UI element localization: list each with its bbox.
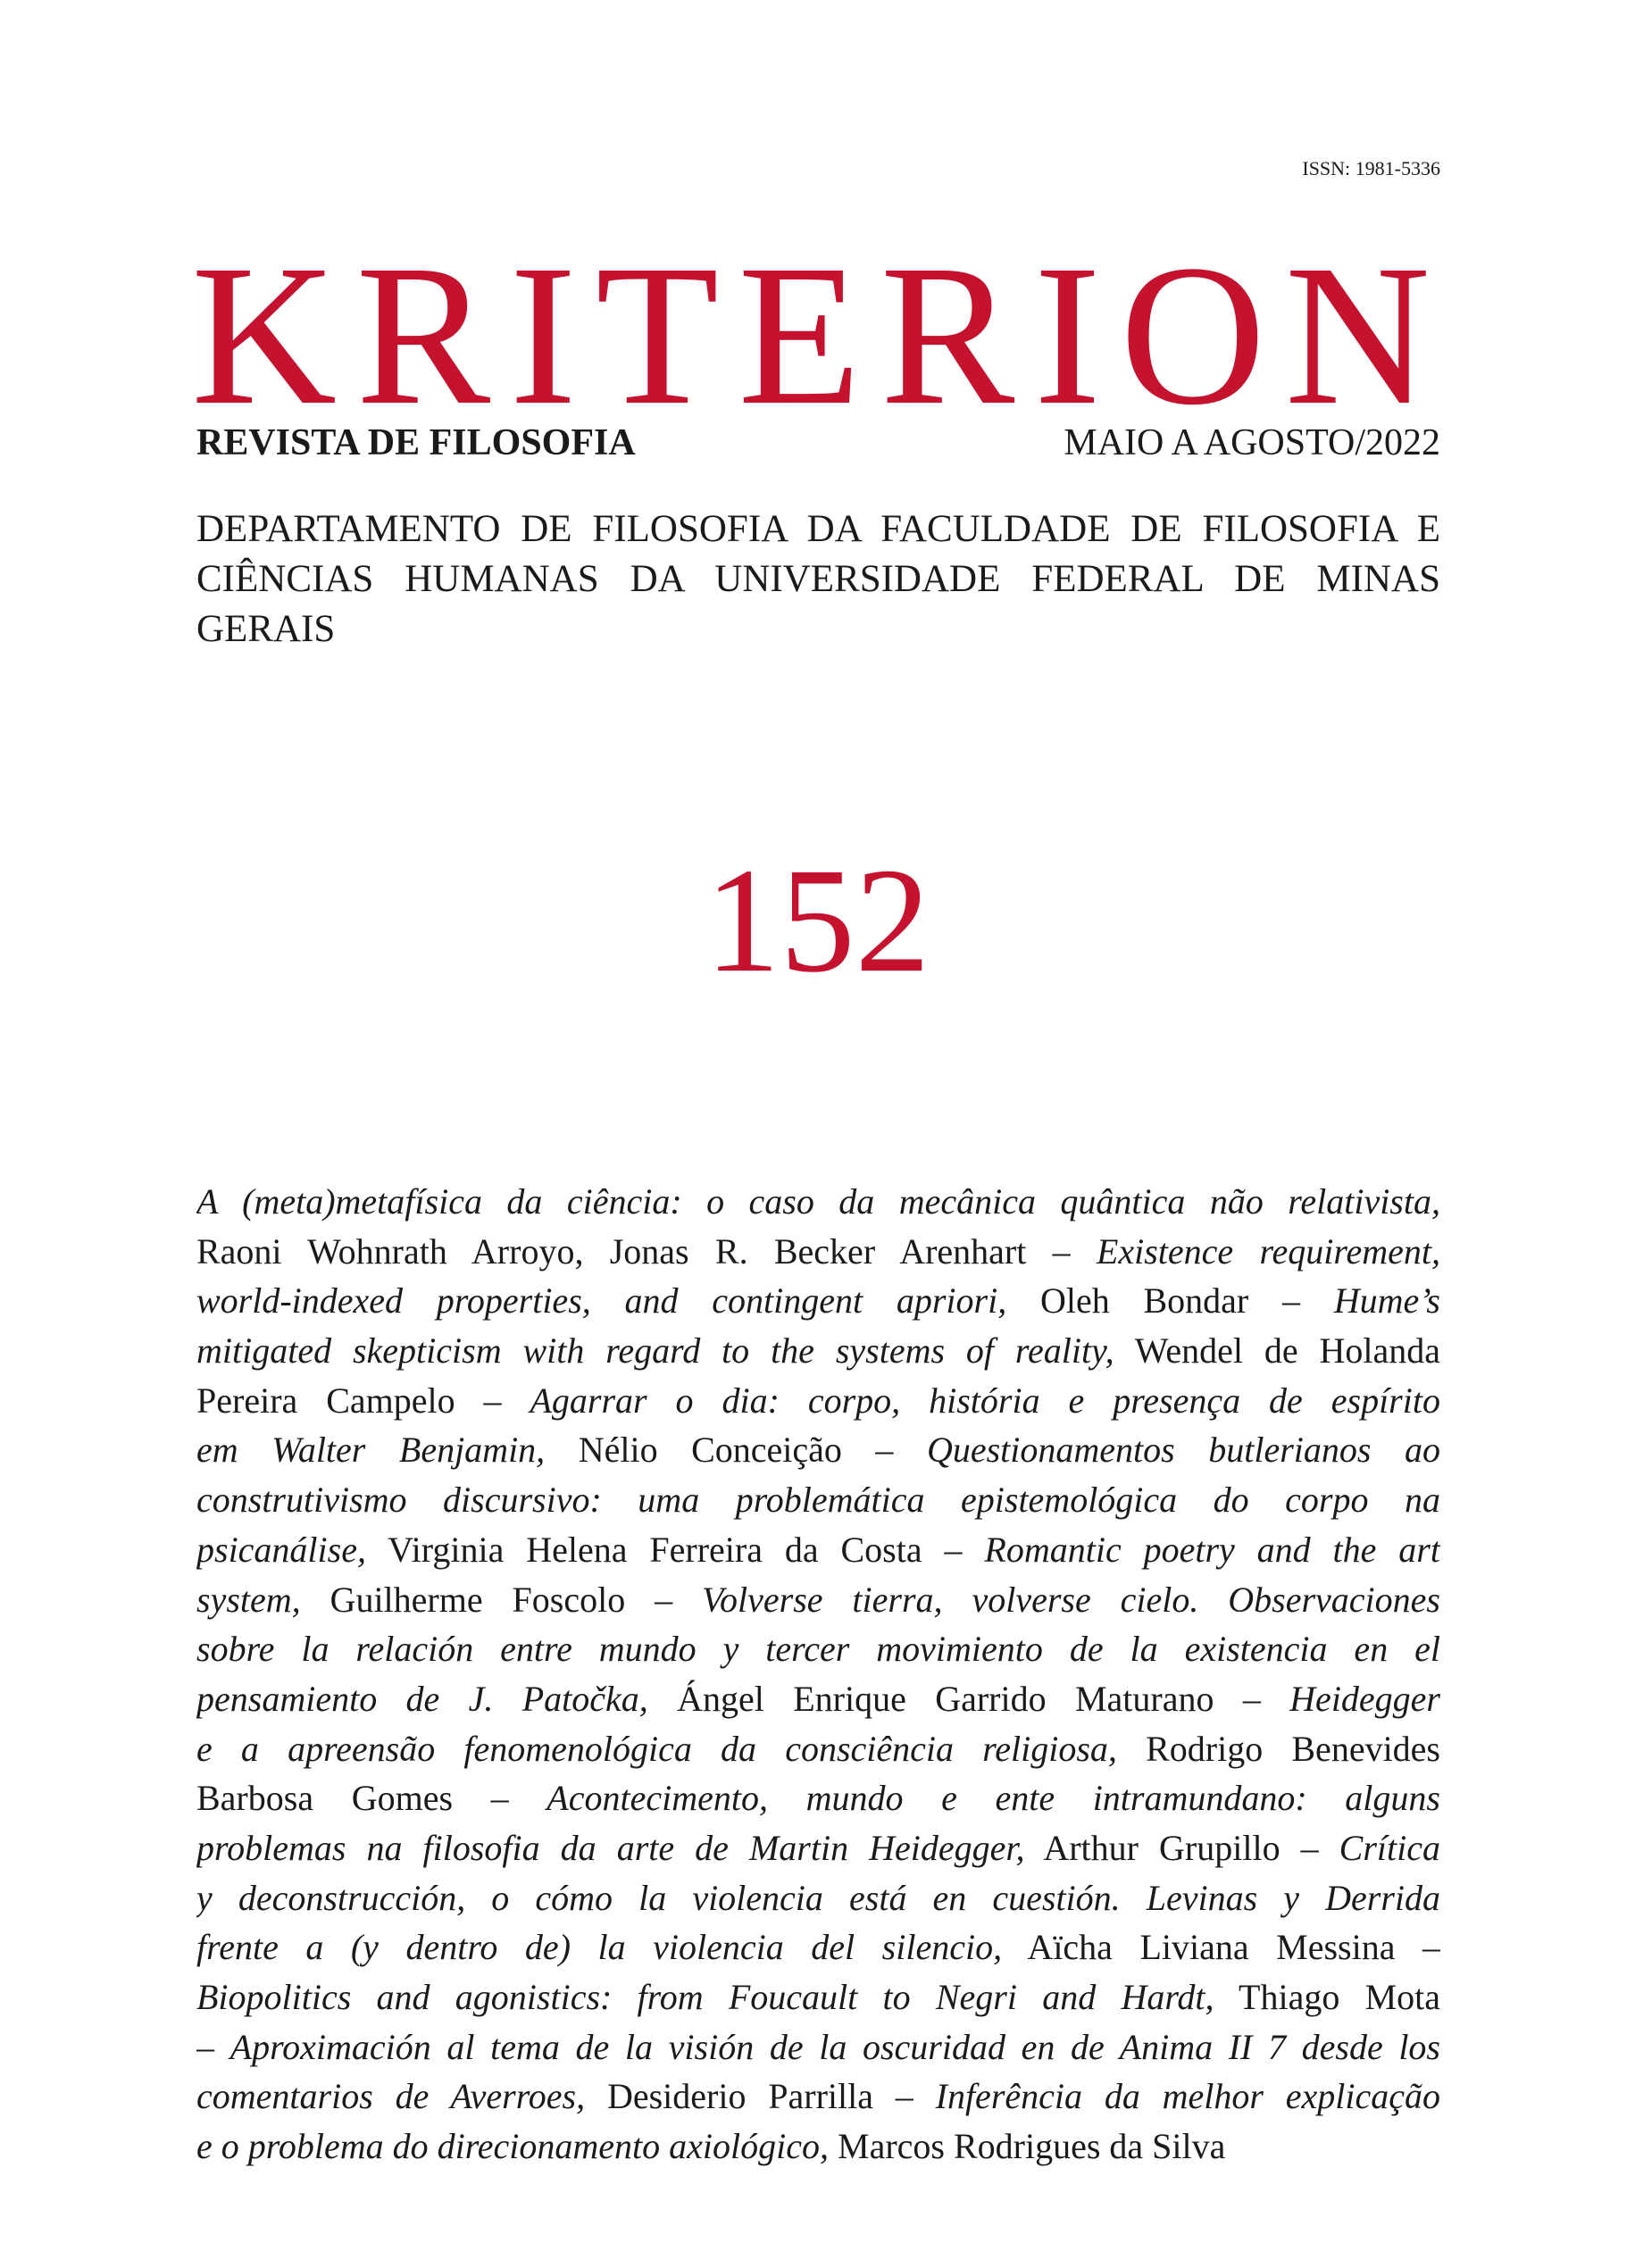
- article-title: Inferência da melhor explicação: [935, 2076, 1440, 2117]
- issn: ISSN: 1981-5336: [1302, 157, 1440, 179]
- article-title: comentarios de Averroes,: [196, 2076, 586, 2117]
- author-name: –: [196, 2026, 230, 2067]
- author-name: Marcos Rodrigues da Silva: [829, 2126, 1226, 2167]
- author-name: Guilherme Foscolo –: [300, 1579, 703, 1620]
- title-letter: I: [1033, 223, 1114, 446]
- article-title: Aproximación al tema de la visión de la oscuridad en de Anima II 7 desde los: [229, 2026, 1440, 2067]
- author-name: Wendel de Holanda: [1114, 1330, 1440, 1372]
- contents-line: [196, 1624, 1440, 1674]
- title-letter: E: [738, 223, 874, 446]
- department-line: CIÊNCIAS HUMANAS DA UNIVERSIDADE FEDERAL DE MINAS GERAIS: [196, 558, 1440, 650]
- issue-number: 152: [705, 838, 930, 1004]
- contents-line: [196, 1525, 1440, 1575]
- author-name: Arthur Grupillo –: [1024, 1827, 1339, 1868]
- contents-line: [196, 1724, 1440, 1774]
- article-title: Existence requirement,: [1096, 1230, 1440, 1272]
- title-letter: T: [596, 223, 732, 446]
- contents-line: [196, 1873, 1440, 1923]
- author-name: Ángel Enrique Garrido Maturano –: [647, 1678, 1290, 1719]
- article-title: Biopolitics and agonistics: from Foucault to Negri and Hardt,: [196, 1977, 1214, 2017]
- department: [196, 504, 1440, 655]
- contents-line: [196, 1376, 1440, 1426]
- author-name: Aïcha Liviana Messina –: [1002, 1927, 1440, 1968]
- contents-line: [196, 2072, 1440, 2122]
- contents-line: [196, 2122, 1440, 2172]
- journal-subtitle: REVISTA DE FILOSOFIA: [196, 422, 636, 463]
- contents-line: [196, 1475, 1440, 1525]
- author-name: Desiderio Parrilla –: [585, 2076, 936, 2117]
- masthead-row: [196, 421, 1440, 464]
- article-title: Acontecimento, mundo e ente intramundano: alguns: [546, 1778, 1440, 1819]
- article-title: system,: [196, 1579, 301, 1620]
- article-title: e a apreensão fenomenológica da consciência religiosa,: [196, 1728, 1117, 1769]
- article-title: Romantic poetry and the art: [984, 1529, 1440, 1570]
- article-title: Heidegger: [1289, 1678, 1440, 1719]
- department-line: DEPARTAMENTO DE FILOSOFIA DA FACULDADE DE FILOSOFIA E: [196, 508, 1440, 550]
- publication-period: MAIO A AGOSTO/2022: [1064, 422, 1440, 463]
- contents-line: [196, 1773, 1440, 1823]
- contents-line: [196, 1922, 1440, 1972]
- author-name: Thiago Mota: [1214, 1977, 1440, 2017]
- contents-line: [196, 1972, 1440, 2022]
- title-letter: I: [509, 223, 589, 446]
- article-title: y deconstrucción, o cómo la violencia está en cuestión. Levinas y Derrida: [196, 1877, 1440, 1918]
- contents-line: [196, 1575, 1440, 1625]
- article-title: e o problema do direcionamento axiológico,: [196, 2126, 830, 2167]
- contents-line: [196, 1276, 1440, 1326]
- article-title: world-indexed properties, and contingent apriori,: [196, 1280, 1007, 1322]
- author-name: Virginia Helena Ferreira da Costa –: [365, 1529, 985, 1570]
- contents-line: [196, 1177, 1440, 1227]
- article-title: psicanálise,: [196, 1529, 366, 1570]
- article-title: sobre la relación entre mundo y tercer movimiento de la existencia en el: [196, 1629, 1440, 1670]
- title-letter: R: [355, 223, 504, 446]
- contents-line: [196, 1674, 1440, 1724]
- title-letter: R: [880, 223, 1028, 446]
- title-letter: O: [1120, 223, 1279, 446]
- article-title: Questionamentos butlerianos ao: [926, 1430, 1440, 1471]
- author-name: Pereira Campelo –: [196, 1380, 530, 1421]
- contents-line: [196, 2022, 1440, 2072]
- table-of-contents: [196, 1177, 1440, 2172]
- article-title: em Walter Benjamin,: [196, 1430, 546, 1471]
- author-name: Rodrigo Benevides: [1116, 1728, 1440, 1769]
- contents-line: [196, 1227, 1440, 1277]
- article-title: Hume’s: [1333, 1280, 1440, 1322]
- contents-line: [196, 1823, 1440, 1873]
- contents-line: [196, 1425, 1440, 1475]
- author-name: Raoni Wohnrath Arroyo, Jonas R. Becker Arenhart –: [196, 1230, 1097, 1272]
- article-title: frente a (y dentro de) la violencia del silencio,: [196, 1927, 1003, 1968]
- article-title: pensamiento de J. Patočka,: [196, 1678, 648, 1719]
- article-title: problemas na filosofia da arte de Martin Heidegger,: [196, 1827, 1025, 1868]
- contents-line: [196, 1326, 1440, 1376]
- article-title: Volverse tierra, volverse cielo. Observaciones: [702, 1579, 1440, 1620]
- article-title: Crítica: [1339, 1827, 1440, 1868]
- article-title: mitigated skepticism with regard to the systems of reality,: [196, 1330, 1114, 1372]
- title-letter: K: [191, 223, 350, 446]
- article-title: A (meta)metafísica da ciência: o caso da mecânica quântica não relativista,: [196, 1181, 1440, 1222]
- article-title: Agarrar o dia: corpo, história e presença de espírito: [530, 1380, 1440, 1421]
- title-letter: N: [1284, 223, 1443, 446]
- author-name: Oleh Bondar –: [1006, 1280, 1334, 1322]
- author-name: Nélio Conceição –: [545, 1430, 927, 1471]
- author-name: Barbosa Gomes –: [196, 1778, 547, 1819]
- article-title: construtivismo discursivo: uma problemática epistemológica do corpo na: [196, 1480, 1440, 1521]
